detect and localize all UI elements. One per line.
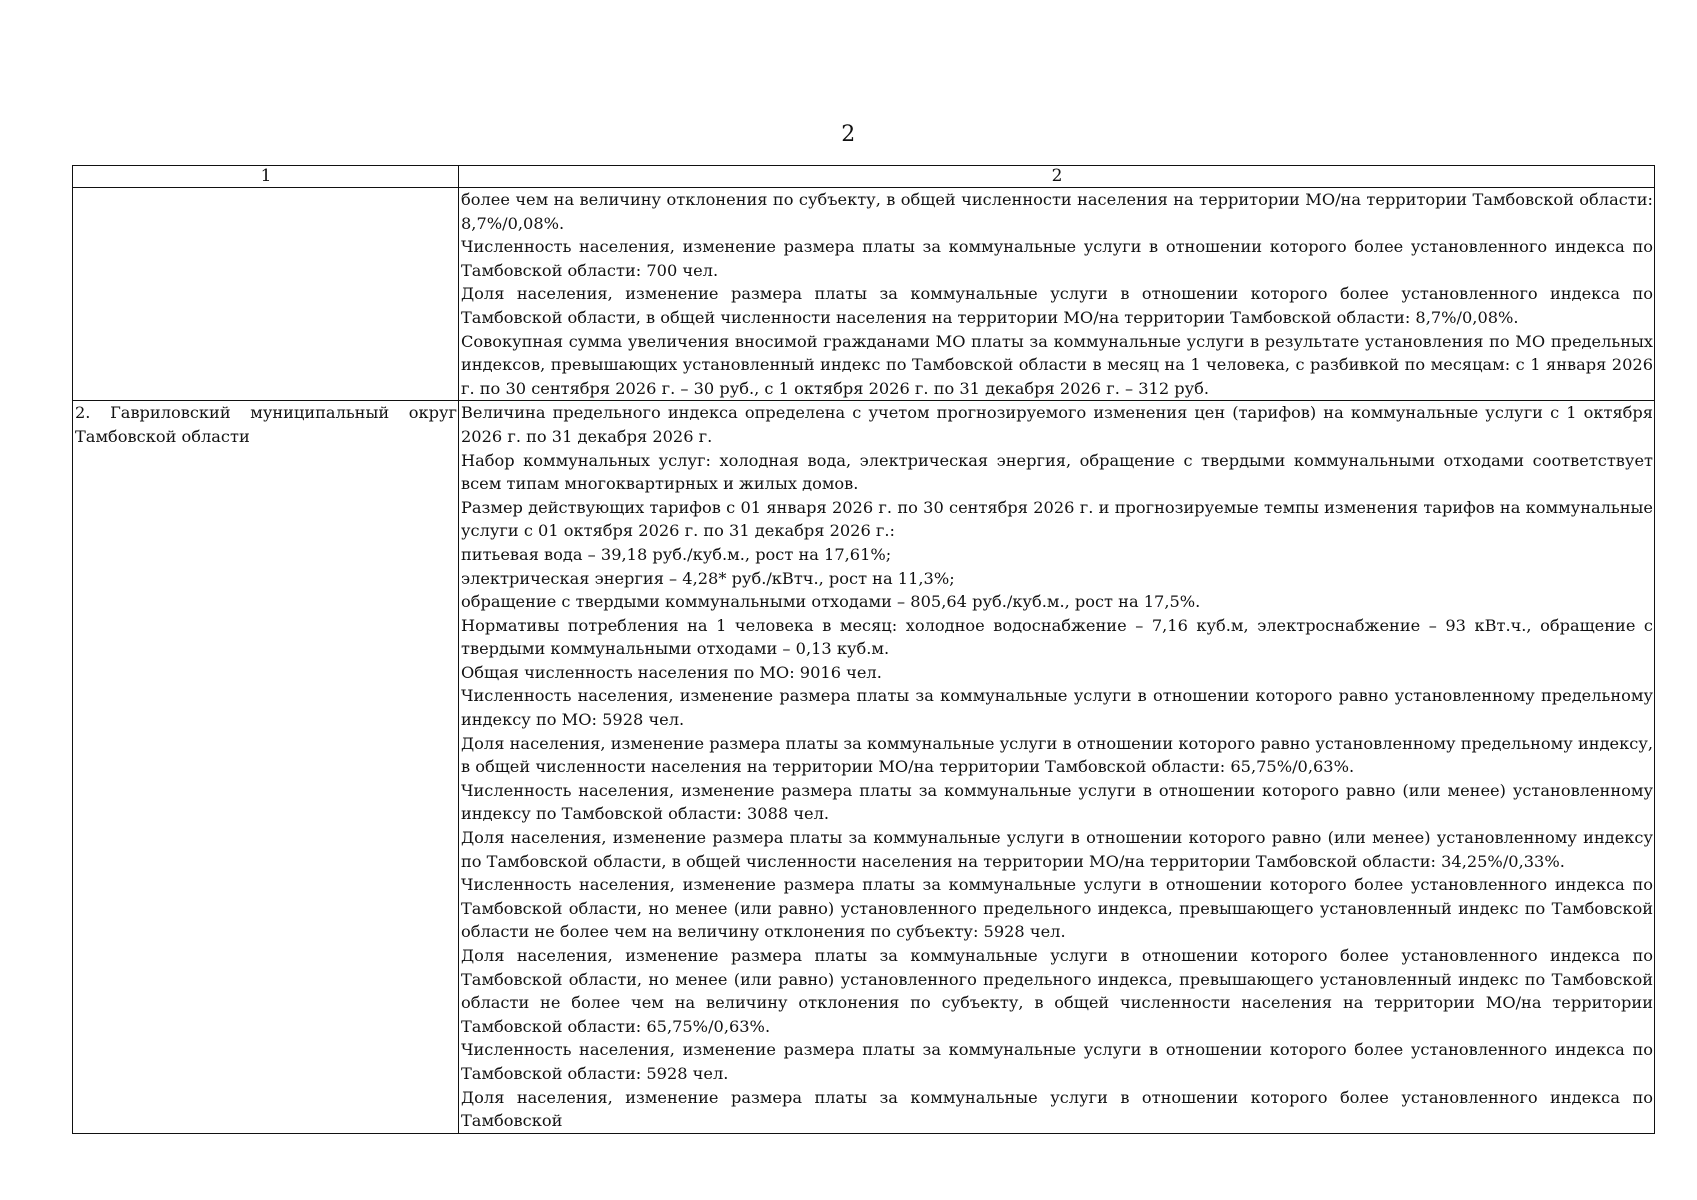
paragraph: Доля населения, изменение размера платы за коммунальные услуги в отношении которого более установленного индекса по Тамбовской bbox=[461, 1087, 1653, 1131]
paragraph: Нормативы потребления на 1 человека в месяц: холодное водоснабжение – 7,16 куб.м, электроснабжение – 93 кВт.ч., обращение с твердыми коммунальными отходами – 0,13 куб.м. bbox=[461, 615, 1653, 659]
paragraph: обращение с твердыми коммунальными отходами – 805,64 руб./куб.м., рост на 17,5%. bbox=[461, 592, 1201, 612]
paragraph: Величина предельного индекса определена с учетом прогнозируемого изменения цен (тарифов) на коммунальные услуги с 1 октября 2026 г. по 31 декабря 2026 г. bbox=[461, 403, 1653, 446]
paragraph: питьевая вода – 39,18 руб./куб.м., рост на 17,61%; bbox=[461, 544, 892, 564]
data-table bbox=[72, 165, 1655, 1134]
paragraph: Размер действующих тарифов с 01 января 2026 г. по 30 сентября 2026 г. и прогнозируемые темпы изменения тарифов на коммунальные услуги с 01 октября 2026 г. по 31 декабря 2026 г.: bbox=[461, 497, 1653, 541]
paragraph: Численность населения, изменение размера платы за коммунальные услуги в отношении которого более установленного индекса по Тамбовской области, но менее (или равно) установленного предельного индекса, превышающего установленный индекс по Тамбовской области не более чем на величину отклонения по субъекту: 5928 чел. bbox=[461, 875, 1653, 942]
indicators-cell bbox=[459, 188, 1655, 401]
paragraph: Численность населения, изменение размера платы за коммунальные услуги в отношении которого более установленного индекса по Тамбовской области: 700 чел. bbox=[461, 237, 1653, 280]
municipality-cell: 2. Гавриловский муниципальный округ Тамбовской области bbox=[73, 401, 459, 1133]
paragraph: Доля населения, изменение размера платы за коммунальные услуги в отношении которого более установленного индекса по Тамбовской области, в общей численности населения на территории МО/на территории Тамбовской области: 8,7%/0,08%. bbox=[461, 284, 1653, 327]
table-row bbox=[73, 401, 1655, 1133]
paragraph: более чем на величину отклонения по субъекту, в общей численности населения на территории МО/на территории Тамбовской области: 8,7%/0,08%. bbox=[461, 190, 1653, 233]
paragraph: Набор коммунальных услуг: холодная вода, электрическая энергия, обращение с твердыми коммунальными отходами соответствует всем типам многоквартирных и жилых домов. bbox=[461, 450, 1653, 494]
paragraph: Общая численность населения по МО: 9016 чел. bbox=[461, 662, 882, 682]
indicators-cell bbox=[459, 401, 1655, 1133]
paragraph: Численность населения, изменение размера платы за коммунальные услуги в отношении которого равно установленному предельному индексу по МО: 5928 чел. bbox=[461, 686, 1653, 730]
column-header-1: 1 bbox=[73, 166, 459, 188]
table-row bbox=[73, 188, 1655, 401]
municipality-cell bbox=[73, 188, 459, 401]
paragraph: Доля населения, изменение размера платы за коммунальные услуги в отношении которого более установленного индекса по Тамбовской области, но менее (или равно) установленного предельного индекса, превышающего установленный индекс по Тамбовской области не более чем на величину отклонения по субъекту, в общей численности населения на территории МО/на территории Тамбовской области: 65,75%/0,63%. bbox=[461, 946, 1653, 1036]
column-header-2: 2 bbox=[459, 166, 1655, 188]
paragraph: Совокупная сумма увеличения вносимой гражданами МО платы за коммунальные услуги в результате установления по МО предельных индексов, превышающих установленный индекс по Тамбовской области в месяц на 1 человека, с разбивкой по месяцам: с 1 января 2026 г. по 30 сентября 2026 г. – 30 руб., с 1 октября 2026 г. по 31 декабря 2026 г. – 312 руб. bbox=[461, 331, 1653, 398]
paragraph: Численность населения, изменение размера платы за коммунальные услуги в отношении которого равно (или менее) установленному индексу по Тамбовской области: 3088 чел. bbox=[461, 780, 1653, 824]
table-header-row bbox=[73, 166, 1655, 188]
paragraph: электрическая энергия – 4,28* руб./кВтч., рост на 11,3%; bbox=[461, 568, 955, 588]
paragraph: Доля населения, изменение размера платы за коммунальные услуги в отношении которого равно (или менее) установленному индексу по Тамбовской области, в общей численности населения на территории МО/на территории Тамбовской области: 34,25%/0,33%. bbox=[461, 828, 1653, 871]
page-number: 2 bbox=[841, 122, 856, 147]
paragraph: Численность населения, изменение размера платы за коммунальные услуги в отношении которого более установленного индекса по Тамбовской области: 5928 чел. bbox=[461, 1040, 1653, 1083]
paragraph: Доля населения, изменение размера платы за коммунальные услуги в отношении которого равно установленному предельному индексу, в общей численности населения на территории МО/на территории Тамбовской области: 65,75%/0,63%. bbox=[461, 733, 1653, 777]
